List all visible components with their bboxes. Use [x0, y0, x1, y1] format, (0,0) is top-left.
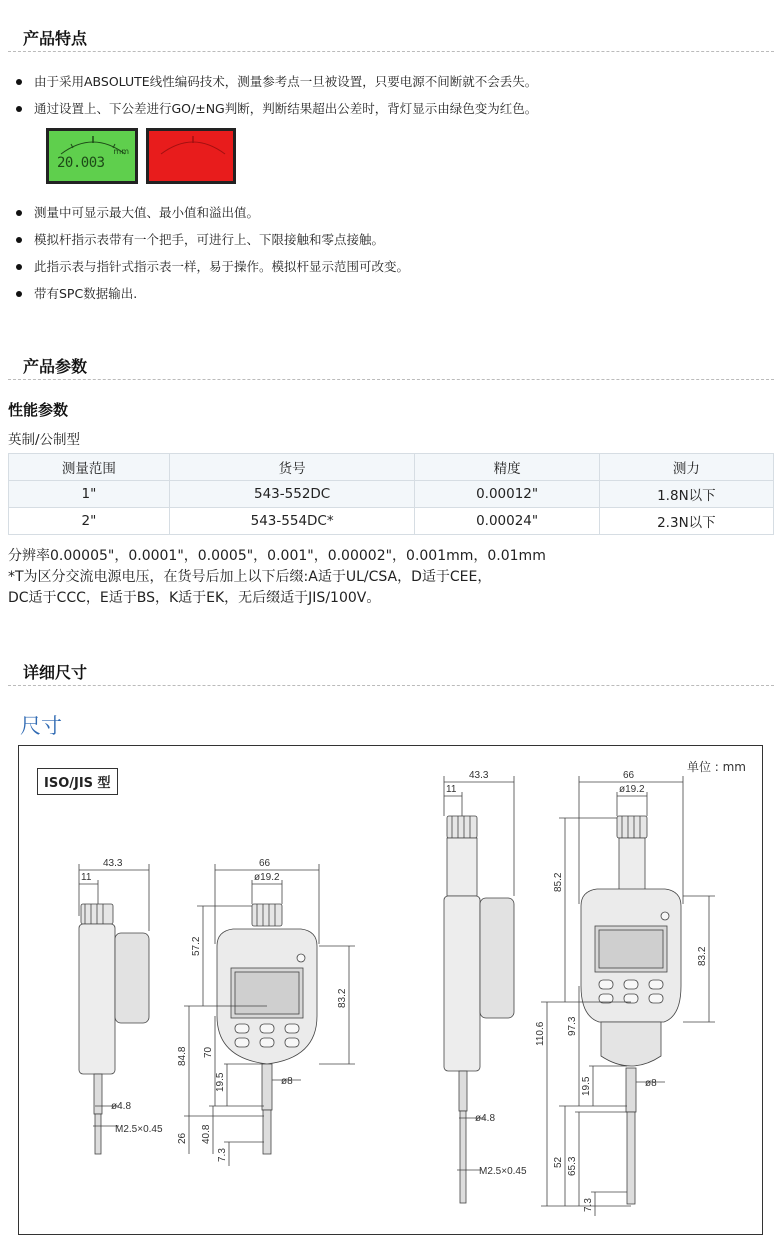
dim-label: 19.5 [215, 1072, 226, 1092]
column-header: 测量范围 [9, 454, 170, 481]
column-header: 货号 [169, 454, 415, 481]
features-list-bottom [14, 203, 409, 311]
front-view-right [581, 816, 681, 1204]
iso-jis-tag: ISO/JIS 型 [37, 768, 118, 795]
table-cell: 1" [9, 481, 170, 508]
dim-label: M2.5×0.45 [115, 1124, 163, 1135]
features-title: 产品特点 [23, 29, 88, 48]
dim-label: 43.3 [103, 858, 123, 869]
front-view-left [217, 904, 317, 1154]
feature-item: 带有SPC数据输出. [14, 284, 409, 311]
lcd-green-display [46, 128, 138, 184]
dimensions-title: 详细尺寸 [23, 663, 88, 682]
note-line: DC适于CCC，E适于BS，K适于EK，无后缀适于JIS/100V。 [8, 590, 381, 606]
dim-label: 7.3 [217, 1148, 228, 1162]
dim-label: 70 [203, 1046, 214, 1058]
feature-item: 模拟杆指示表带有一个把手，可进行上、下限接触和零点接触。 [14, 230, 409, 257]
bullet-icon [16, 291, 22, 297]
side-view-left [79, 904, 149, 1154]
feature-item: 测量中可显示最大值、最小值和溢出值。 [14, 203, 409, 230]
dimensions-section-header [8, 656, 774, 686]
performance-title: 性能参数 [8, 401, 69, 419]
table-cell: 2" [9, 508, 170, 535]
side-view-right [444, 816, 514, 1203]
table-header-row [9, 454, 774, 481]
technical-drawing-svg [19, 746, 764, 1236]
note-line: *T为区分交流电源电压，在货号后加上以下后缀:A适于UL/CSA，D适于CEE， [8, 569, 492, 585]
dim-label: 83.2 [697, 946, 708, 966]
table-cell: 543-554DC* [169, 508, 415, 535]
bullet-icon [16, 106, 22, 112]
bullet-icon [16, 79, 22, 85]
feature-item: 通过设置上、下公差进行GO/±NG判断，判断结果超出公差时，背灯显示由绿色变为红色。 [14, 99, 537, 126]
unit-label: 单位 : mm [686, 760, 746, 774]
lcd-unit: mm [113, 147, 129, 156]
dim-label: 83.2 [337, 988, 348, 1008]
feature-item: 此指示表与指针式指示表一样，易于操作。模拟杆显示范围可改变。 [14, 257, 409, 284]
note-line: 分辨率0.00005"，0.0001"，0.0005"，0.001"，0.00002"，0.001mm，0.01mm [8, 548, 546, 564]
table-cell: 1.8N以下 [599, 481, 773, 508]
bullet-icon [16, 264, 22, 270]
dim-label: 43.3 [469, 770, 489, 781]
drawing-heading: 尺寸 [20, 714, 62, 738]
table-cell: 543-552DC [169, 481, 415, 508]
table-cell: 2.3N以下 [599, 508, 773, 535]
dim-label: 66 [623, 770, 635, 781]
params-section-header [8, 350, 774, 380]
table-cell: 0.00024" [415, 508, 599, 535]
resolution-notes [8, 546, 546, 609]
dim-label: 85.2 [553, 872, 564, 892]
dim-label: ø19.2 [254, 872, 280, 883]
dim-label: M2.5×0.45 [479, 1166, 527, 1177]
dim-label: 84.8 [177, 1046, 188, 1066]
params-title: 产品参数 [23, 357, 88, 376]
feature-item: 由于采用ABSOLUTE线性编码技术，测量参考点一旦被设置，只要电源不间断就不会丢失。 [14, 72, 537, 99]
dim-label: 11 [81, 872, 92, 883]
bullet-icon [16, 210, 22, 216]
dim-label: ø4.8 [475, 1113, 496, 1124]
dim-label: 40.8 [201, 1124, 212, 1144]
dim-label: ø4.8 [111, 1101, 132, 1112]
dimension-drawing [18, 745, 763, 1235]
table-row [9, 481, 774, 508]
dim-label: 7.3 [583, 1198, 594, 1212]
dim-label: 66 [259, 858, 271, 869]
dim-label: ø8 [281, 1076, 293, 1087]
lcd-scale-icon [157, 134, 229, 156]
dim-label: 110.6 [535, 1021, 546, 1046]
params-table [8, 453, 774, 535]
dim-label: 19.5 [581, 1076, 592, 1096]
dim-label: 57.2 [191, 936, 202, 956]
dim-label: 52 [553, 1156, 564, 1168]
dim-label: 97.3 [567, 1016, 578, 1036]
dim-label: 11 [446, 784, 457, 795]
dim-label: 65.3 [567, 1156, 578, 1176]
column-header: 精度 [415, 454, 599, 481]
lcd-reading: 20.003 [57, 155, 105, 171]
bullet-icon [16, 237, 22, 243]
type-label: 英制/公制型 [8, 432, 81, 448]
features-list-top [14, 72, 537, 126]
column-header: 测力 [599, 454, 773, 481]
features-section-header [8, 22, 774, 52]
table-row [9, 508, 774, 535]
dim-label: ø19.2 [619, 784, 645, 795]
dim-label: 26 [177, 1132, 188, 1144]
table-cell: 0.00012" [415, 481, 599, 508]
dim-label: ø8 [645, 1078, 657, 1089]
lcd-red-display [146, 128, 236, 184]
